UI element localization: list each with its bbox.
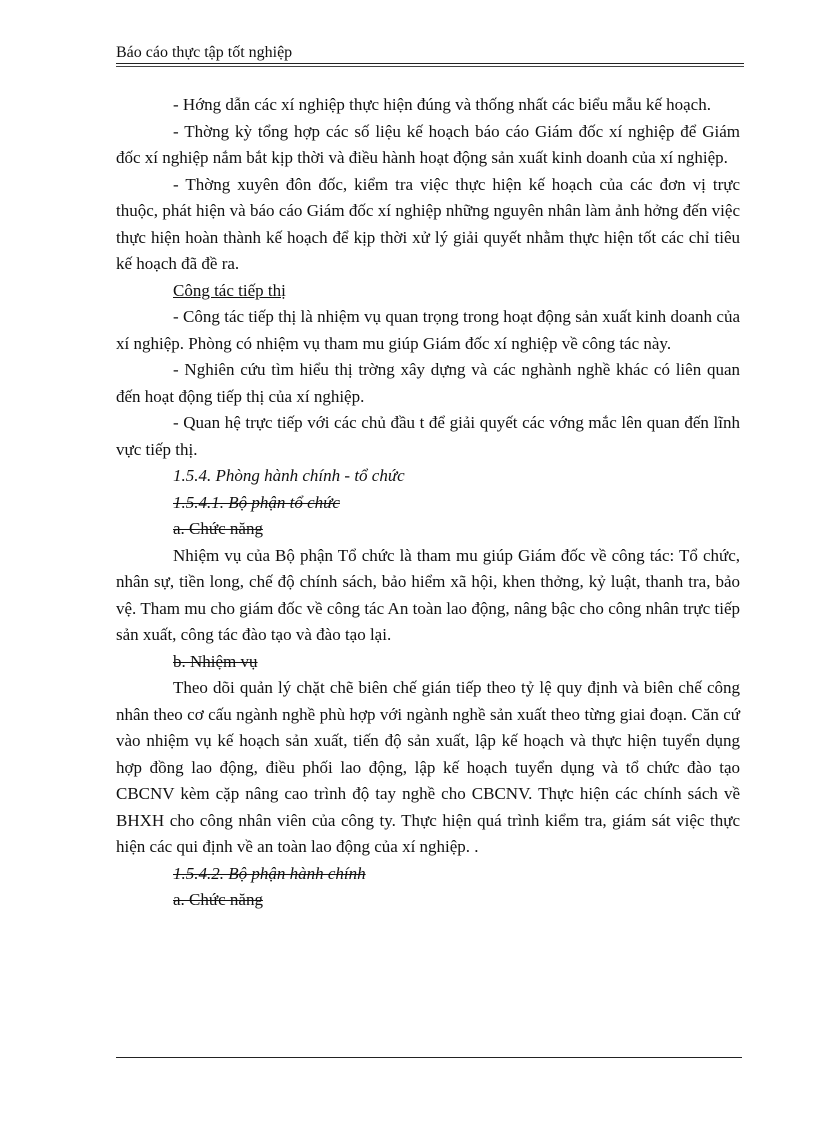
footer-rule: [116, 1057, 742, 1058]
heading-marketing: Công tác tiếp thị: [173, 280, 286, 300]
heading-section-1542: 1.5.4.2. Bộ phận hành chính: [173, 863, 366, 883]
paragraph-periodic-report: - Thờng kỳ tổng hợp các số liệu kế hoạch báo cáo Giám đốc xí nghiệp để Giám đốc xí nghiệp nắm bắt kịp thời và điều hành hoạt động sản xuất kinh doanh của xí nghiệp.: [116, 121, 740, 167]
heading-function-1: a. Chức năng: [173, 519, 263, 538]
page-header: [116, 44, 744, 64]
paragraph-guide-forms: - Hớng dẫn các xí nghiệp thực hiện đúng và thống nhất các biểu mẫu kế hoạch.: [173, 95, 711, 114]
paragraph-market-research: - Nghiên cứu tìm hiểu thị trờng xây dựng và các nghành nghề khác có liên quan đến hoạt động tiếp thị của xí nghiệp.: [116, 360, 740, 406]
heading-function-2: a. Chức năng: [173, 890, 263, 909]
document-body: [116, 92, 740, 914]
paragraph-marketing-duty: - Công tác tiếp thị là nhiệm vụ quan trọng trong hoạt động sản xuất kinh doanh của xí nghiệp. Phòng có nhiệm vụ tham mu giúp Giám đốc xí nghiệp về công tác này.: [116, 307, 740, 353]
header-title: Báo cáo thực tập tốt nghiệp: [116, 44, 293, 61]
heading-section-1541: 1.5.4.1. Bộ phận tổ chức: [173, 492, 340, 512]
heading-duty: b. Nhiệm vụ: [173, 651, 258, 671]
header-rule: [116, 66, 744, 67]
paragraph-organization-function: Nhiệm vụ của Bộ phận Tổ chức là tham mu giúp Giám đốc về công tác: Tổ chức, nhân sự, tiền long, chế độ chính sách, bảo hiểm xã hội, khen thởng, kỷ luật, thanh tra, bảo vệ. Tham mu cho giám đốc về công tác An toàn lao động, nâng bậc cho công nhân trực tiếp sản xuất, công tác đào tạo và đào tạo lại.: [116, 545, 740, 644]
paragraph-investor-relations: - Quan hệ trực tiếp với các chủ đầu t để giải quyết các vớng mắc lên quan đến lĩnh vực tiếp thị.: [116, 413, 740, 459]
heading-section-154: 1.5.4. Phòng hành chính - tổ chức: [173, 466, 405, 485]
paragraph-monitoring: - Thờng xuyên đôn đốc, kiểm tra việc thực hiện kế hoạch của các đơn vị trực thuộc, phát hiện và báo cáo Giám đốc xí nghiệp những nguyên nhân làm ảnh hởng đến việc thực hiện hoàn thành kế hoạch để kịp thời xử lý giải quyết nhằm thực hiện tốt các chỉ tiêu kế hoạch đã đề ra.: [116, 174, 740, 273]
paragraph-organization-duty: Theo dõi quản lý chặt chẽ biên chế gián tiếp theo tỷ lệ quy định và biên chế công nhân theo cơ cấu ngành nghề phù hợp với ngành nghề sản xuất theo từng giai đoạn. Căn cứ vào nhiệm vụ kế hoạch sản xuất, tiến độ sản xuất, lập kế hoạch và thực hiện tuyển dụng hợp đồng lao động, điều phối lao động, lập kế hoạch tuyển dụng và tổ chức đào tạo CBCNV kèm cặp nâng cao trình độ tay nghề cho CBCNV. Thực hiện các chính sách về BHXH cho công nhân viên của công ty. Thực hiện quá trình kiểm tra, giám sát việc thực hiện các qui định về an toàn lao động của xí nghiệp. .: [116, 678, 740, 856]
